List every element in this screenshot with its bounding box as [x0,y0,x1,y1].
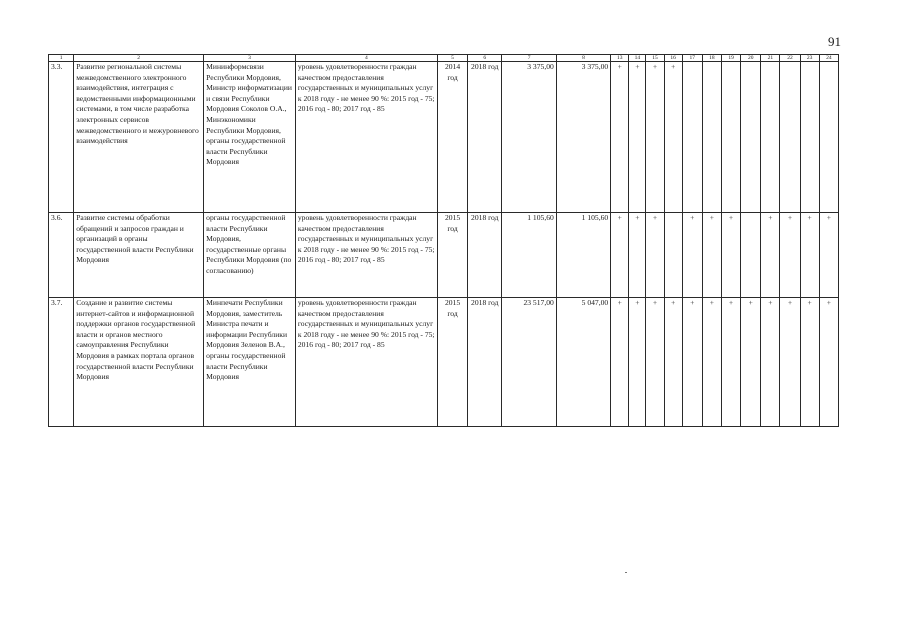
year-mark: + [664,62,682,213]
end-year: 2018 год [468,62,502,213]
column-number: 20 [741,55,761,62]
year-mark: + [819,213,838,298]
year-mark [682,62,702,213]
year-mark: + [611,298,629,427]
column-number: 13 [611,55,629,62]
start-year: 2014 год [437,62,467,213]
program-table [48,54,839,427]
budget-funding: 1 105,60 [556,213,610,298]
activity-name: Развитие системы обработки обращений и запросов граждан и организаций в органы государственной власти Республики Мордовия [74,213,204,298]
year-mark: + [629,298,646,427]
year-mark: + [611,62,629,213]
responsible-executor: органы государственной власти Республики Мордовия, государственные органы Республики Мордовия (по согласованию) [204,213,296,298]
column-number: 8 [556,55,610,62]
row-number: 3.6. [49,213,74,298]
column-number: 7 [502,55,556,62]
year-mark [664,213,682,298]
activity-name: Развитие региональной системы межведомственного электронного взаимодействия, интеграция с ведомственными информационными системами, в том числе разработка электронных сервисов межведомственного и межуровневого взаимодействия [74,62,204,213]
responsible-executor: Мининформсвязи Республики Мордовия, Министр информатизации и связи Республики Мордовия Соколов О.А., Минэкономики Республики Мордовия, органы государственной власти Республики Мордовия [204,62,296,213]
column-number: 23 [800,55,819,62]
column-number: 22 [780,55,800,62]
year-mark: + [664,298,682,427]
year-mark: + [702,213,721,298]
table-row [49,298,839,427]
row-number: 3.3. [49,62,74,213]
year-mark: + [682,298,702,427]
year-mark: + [702,298,721,427]
column-number: 2 [74,55,204,62]
target-indicator: уровень удовлетворенности граждан качеством предоставления государственных и муниципальных услуг к 2018 году - не менее 90 %: 2015 год - 75; 2016 год - 80; 2017 год - 85 [295,213,437,298]
target-indicator: уровень удовлетворенности граждан качеством предоставления государственных и муниципальных услуг к 2018 году - не менее 90 %: 2015 год - 75; 2016 год - 80; 2017 год - 85 [295,62,437,213]
column-number: 17 [682,55,702,62]
total-funding: 3 375,00 [502,62,556,213]
year-mark: + [800,298,819,427]
year-mark: + [780,213,800,298]
year-mark [761,62,780,213]
year-mark: + [761,213,780,298]
year-mark [741,213,761,298]
scan-speck [625,572,627,573]
end-year: 2018 год [468,213,502,298]
column-number: 18 [702,55,721,62]
budget-funding: 3 375,00 [556,62,610,213]
year-mark [702,62,721,213]
budget-funding: 5 047,00 [556,298,610,427]
table-row [49,62,839,213]
column-number: 5 [437,55,467,62]
year-mark: + [646,62,664,213]
row-number: 3.7. [49,298,74,427]
column-number: 3 [204,55,296,62]
column-number: 1 [49,55,74,62]
start-year: 2015 год [437,213,467,298]
year-mark: + [741,298,761,427]
year-mark: + [722,213,741,298]
column-number: 14 [629,55,646,62]
total-funding: 23 517,00 [502,298,556,427]
page-number: 91 [828,34,841,49]
start-year: 2015 год [437,298,467,427]
column-number: 16 [664,55,682,62]
year-mark [722,62,741,213]
year-mark: + [629,62,646,213]
year-mark: + [722,298,741,427]
year-mark: + [761,298,780,427]
end-year: 2018 год [468,298,502,427]
column-number: 24 [819,55,838,62]
year-mark [780,62,800,213]
year-mark: + [646,298,664,427]
year-mark [800,62,819,213]
total-funding: 1 105,60 [502,213,556,298]
year-mark: + [800,213,819,298]
column-number: 21 [761,55,780,62]
year-mark: + [646,213,664,298]
year-mark: + [629,213,646,298]
table-body [49,62,839,427]
year-mark: + [780,298,800,427]
column-number-row [49,55,839,62]
column-number: 6 [468,55,502,62]
year-mark: + [682,213,702,298]
activity-name: Создание и развитие системы интернет-сайтов и информационной поддержки органов государственной власти и органов местного самоуправления Республики Мордовия в рамках портала органов государственной власти Республики Мордовия [74,298,204,427]
year-mark: + [611,213,629,298]
year-mark [819,62,838,213]
column-number: 19 [722,55,741,62]
responsible-executor: Минпечати Республики Мордовия, заместитель Министра печати и информации Республики Мордовия Зеленов В.А., органы государственной власти Республики Мордовия [204,298,296,427]
year-mark: + [819,298,838,427]
column-number: 15 [646,55,664,62]
column-number: 4 [295,55,437,62]
table-row [49,213,839,298]
year-mark [741,62,761,213]
target-indicator: уровень удовлетворенности граждан качеством предоставления государственных и муниципальных услуг к 2018 году - не менее 90 %: 2015 год - 75; 2016 год - 80; 2017 год - 85 [295,298,437,427]
